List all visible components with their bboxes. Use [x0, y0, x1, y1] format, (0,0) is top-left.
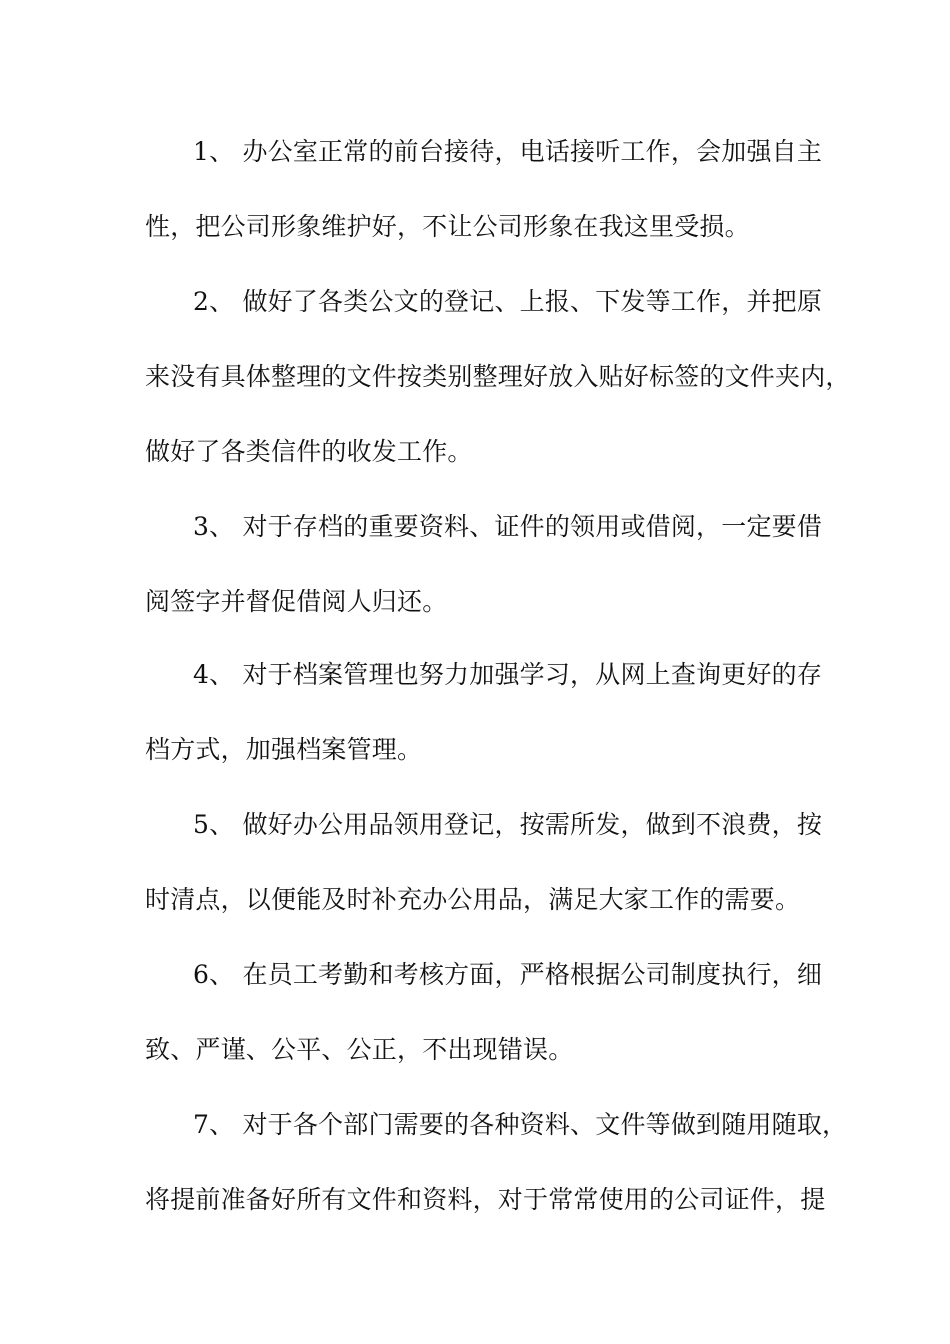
item-1-line-1: 1、 办公室正常的前台接待，电话接听工作，会加强自主	[193, 137, 823, 166]
item-5-line-2: 时清点，以便能及时补充办公用品，满足大家工作的需要。	[145, 885, 801, 914]
item-3-line-1: 3、 对于存档的重要资料、证件的领用或借阅，一定要借	[193, 512, 823, 541]
item-2-line-1: 2、 做好了各类公文的登记、上报、下发等工作，并把原	[193, 287, 823, 316]
item-3-line-2: 阅签字并督促借阅人归还。	[145, 587, 448, 616]
item-4-line-1: 4、 对于档案管理也努力加强学习，从网上查询更好的存	[193, 660, 823, 689]
item-5-line-1: 5、 做好办公用品领用登记，按需所发，做到不浪费，按	[193, 810, 823, 839]
item-6-line-2: 致、严谨、公平、公正，不出现错误。	[145, 1035, 574, 1064]
item-6-line-1: 6、 在员工考勤和考核方面，严格根据公司制度执行，细	[193, 960, 823, 989]
item-7-line-2: 将提前准备好所有文件和资料，对于常常使用的公司证件，提	[145, 1185, 826, 1214]
item-4-line-2: 档方式，加强档案管理。	[145, 735, 423, 764]
item-7-line-1: 7、 对于各个部门需要的各种资料、文件等做到随用随取，	[193, 1110, 848, 1139]
item-2-line-2: 来没有具体整理的文件按类别整理好放入贴好标签的文件夹内，	[145, 362, 851, 391]
item-1-line-2: 性，把公司形象维护好，不让公司形象在我这里受损。	[145, 212, 750, 241]
item-2-line-3: 做好了各类信件的收发工作。	[145, 437, 473, 466]
